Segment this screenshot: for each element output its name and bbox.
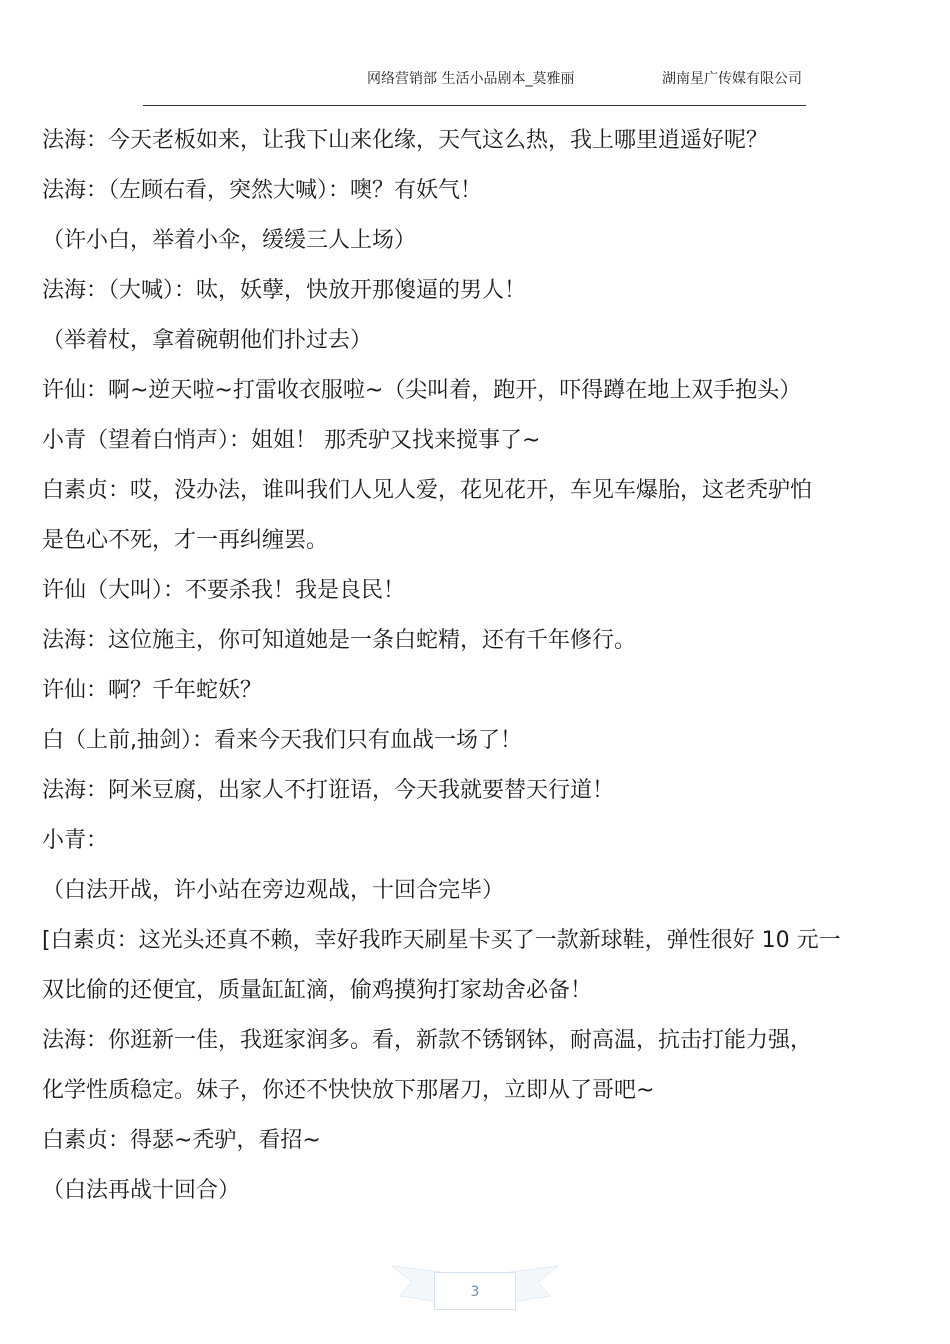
script-line: 是色心不死，才一再纠缠罢。 — [42, 528, 329, 553]
script-line: 化学性质稳定。妹子，你还不快快放下那屠刀，立即从了哥吧~ — [42, 1078, 655, 1103]
script-line: （白法再战十回合） — [42, 1178, 241, 1203]
header-divider — [143, 105, 806, 106]
script-line: 法海：（左顾右看，突然大喊）：噢？有妖气！ — [42, 178, 483, 203]
script-line: （白法开战，许小站在旁边观战，十回合完毕） — [42, 878, 505, 903]
page-number: 3 — [470, 1284, 480, 1300]
script-line: 许仙：啊？千年蛇妖？ — [42, 678, 263, 703]
script-line: 小青： — [42, 828, 109, 853]
header-left-title: 网络营销部 生活小品剧本_莫雅丽 — [367, 71, 575, 87]
script-line: [白素贞：这光头还真不赖，幸好我昨天刷星卡买了一款新球鞋，弹性很好 10 元一 — [42, 928, 841, 953]
script-line: 法海：（大喊）：呔，妖孽，快放开那傻逼的男人！ — [42, 278, 527, 303]
script-line: 小青（望着白悄声）：姐姐！ 那秃驴又找来搅事了~ — [42, 428, 541, 453]
script-line: 法海：你逛新一佳，我逛家润多。看，新款不锈钢钵，耐高温，抗击打能力强， — [42, 1028, 813, 1053]
script-line: 许仙（大叫）：不要杀我！我是良民！ — [42, 578, 406, 603]
header-company-name: 湖南星广传媒有限公司 — [662, 71, 802, 87]
script-line: （举着杖，拿着碗朝他们扑过去） — [42, 328, 373, 353]
script-line: 白素贞：得瑟~秃驴，看招~ — [42, 1128, 321, 1153]
script-line: 法海：今天老板如来，让我下山来化缘，天气这么热，我上哪里逍遥好呢？ — [42, 128, 769, 153]
script-line: 白（上前,抽剑）：看来今天我们只有血战一场了！ — [42, 728, 522, 753]
script-line: 白素贞：哎，没办法，谁叫我们人见人爱，花见花开，车见车爆胎，这老秃驴怕 — [42, 478, 813, 503]
script-line: （许小白，举着小伞，缓缓三人上场） — [42, 228, 417, 253]
page-footer — [390, 1262, 560, 1312]
script-line: 法海：这位施主，你可知道她是一条白蛇精，还有千年修行。 — [42, 628, 637, 653]
page-number-box — [434, 1272, 516, 1310]
script-line: 法海：阿米豆腐，出家人不打诳语，今天我就要替天行道！ — [42, 778, 615, 803]
script-line: 双比偷的还便宜，质量缸缸滴，偷鸡摸狗打家劫舍必备！ — [42, 978, 593, 1003]
script-body — [42, 122, 912, 1222]
script-line: 许仙：啊~逆天啦~打雷收衣服啦~（尖叫着，跑开，吓得蹲在地上双手抱头） — [42, 378, 802, 403]
